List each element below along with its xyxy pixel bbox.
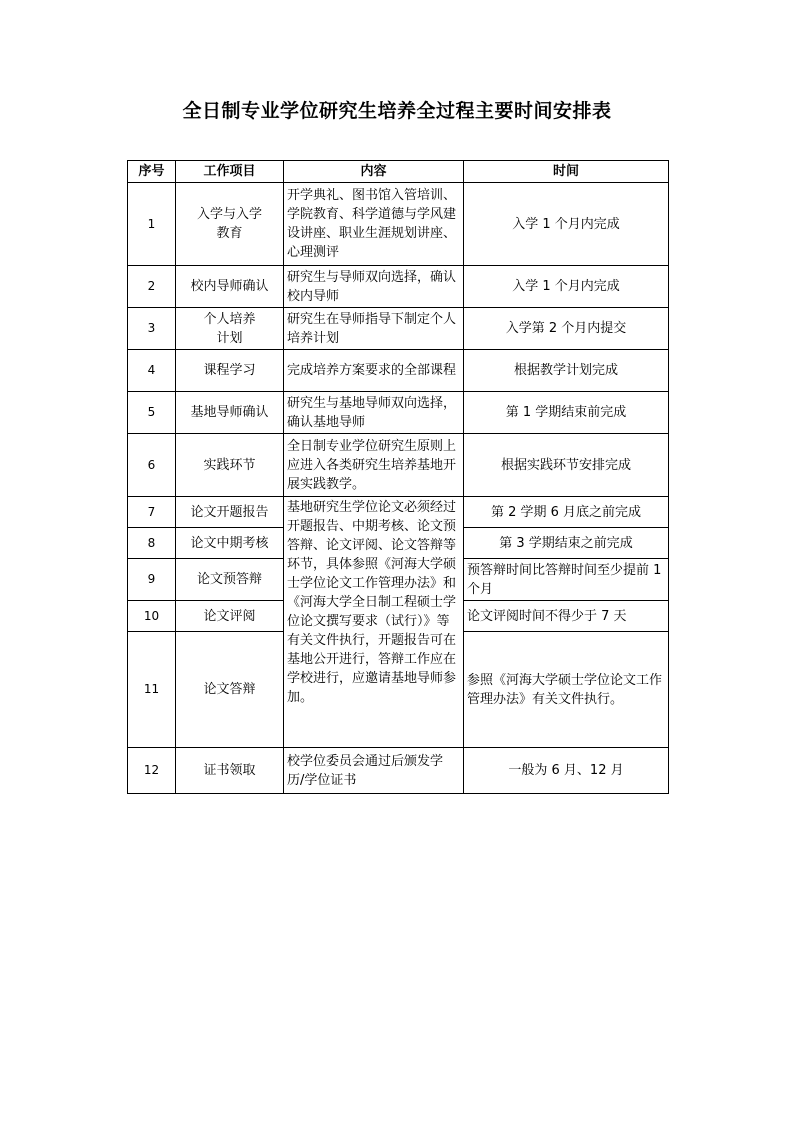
table-row <box>128 308 669 350</box>
table-row <box>128 434 669 497</box>
row-item: 论文中期考核 <box>176 528 284 559</box>
row-item: 证书领取 <box>176 748 284 794</box>
row-content: 全日制专业学位研究生原则上应进入各类研究生培养基地开展实践教学。 <box>284 434 464 497</box>
row-item: 论文开题报告 <box>176 497 284 528</box>
row-no: 5 <box>128 392 176 434</box>
row-no: 3 <box>128 308 176 350</box>
merged-thesis-content: 基地研究生学位论文必须经过开题报告、中期考核、论文预答辩、论文评阅、论文答辩等环节，具体参照《河海大学硕士学位论文工作管理办法》和《河海大学全日制工程硕士学位论文撰写要求（试行）》等有关文件执行，开题报告可在基地公开进行，答辩工作应在学校进行，应邀请基地导师参加。 <box>284 497 464 748</box>
row-content: 完成培养方案要求的全部课程 <box>284 350 464 392</box>
row-time: 第 2 学期 6 月底之前完成 <box>464 497 669 528</box>
row-no: 8 <box>128 528 176 559</box>
row-content: 研究生与基地导师双向选择，确认基地导师 <box>284 392 464 434</box>
header-time: 时间 <box>464 161 669 183</box>
table-header-row <box>128 161 669 183</box>
row-item: 课程学习 <box>176 350 284 392</box>
row-time: 入学 1 个月内完成 <box>464 183 669 266</box>
row-content: 校学位委员会通过后颁发学历/学位证书 <box>284 748 464 794</box>
row-no: 7 <box>128 497 176 528</box>
row-time: 第 3 学期结束之前完成 <box>464 528 669 559</box>
table-row <box>128 497 669 528</box>
table-row <box>128 183 669 266</box>
row-item: 实践环节 <box>176 434 284 497</box>
row-item: 论文预答辩 <box>176 559 284 601</box>
row-time: 第 1 学期结束前完成 <box>464 392 669 434</box>
table-row <box>128 266 669 308</box>
row-item: 论文答辩 <box>176 632 284 748</box>
row-content: 开学典礼、图书馆入管培训、学院教育、科学道德与学风建设讲座、职业生涯规划讲座、心理测评 <box>284 183 464 266</box>
page-title: 全日制专业学位研究生培养全过程主要时间安排表 <box>182 100 612 122</box>
row-time: 一般为 6 月、12 月 <box>464 748 669 794</box>
table-row <box>128 350 669 392</box>
row-content: 研究生与导师双向选择，确认校内导师 <box>284 266 464 308</box>
row-item: 入学与入学 教育 <box>176 183 284 266</box>
row-time: 根据实践环节安排完成 <box>464 434 669 497</box>
row-no: 11 <box>128 632 176 748</box>
row-time: 论文评阅时间不得少于 7 天 <box>464 601 669 632</box>
row-content: 研究生在导师指导下制定个人培养计划 <box>284 308 464 350</box>
row-no: 6 <box>128 434 176 497</box>
row-time: 根据教学计划完成 <box>464 350 669 392</box>
row-no: 1 <box>128 183 176 266</box>
table-row <box>128 748 669 794</box>
row-no: 12 <box>128 748 176 794</box>
row-time: 参照《河海大学硕士学位论文工作管理办法》有关文件执行。 <box>464 632 669 748</box>
row-item: 个人培养 计划 <box>176 308 284 350</box>
table-row <box>128 392 669 434</box>
row-item: 论文评阅 <box>176 601 284 632</box>
row-time: 预答辩时间比答辩时间至少提前 1 个月 <box>464 559 669 601</box>
row-item: 校内导师确认 <box>176 266 284 308</box>
row-no: 2 <box>128 266 176 308</box>
header-no: 序号 <box>128 161 176 183</box>
row-no: 10 <box>128 601 176 632</box>
row-time: 入学第 2 个月内提交 <box>464 308 669 350</box>
header-content: 内容 <box>284 161 464 183</box>
schedule-table <box>127 160 669 794</box>
row-item: 基地导师确认 <box>176 392 284 434</box>
row-time: 入学 1 个月内完成 <box>464 266 669 308</box>
header-item: 工作项目 <box>176 161 284 183</box>
row-no: 4 <box>128 350 176 392</box>
row-no: 9 <box>128 559 176 601</box>
